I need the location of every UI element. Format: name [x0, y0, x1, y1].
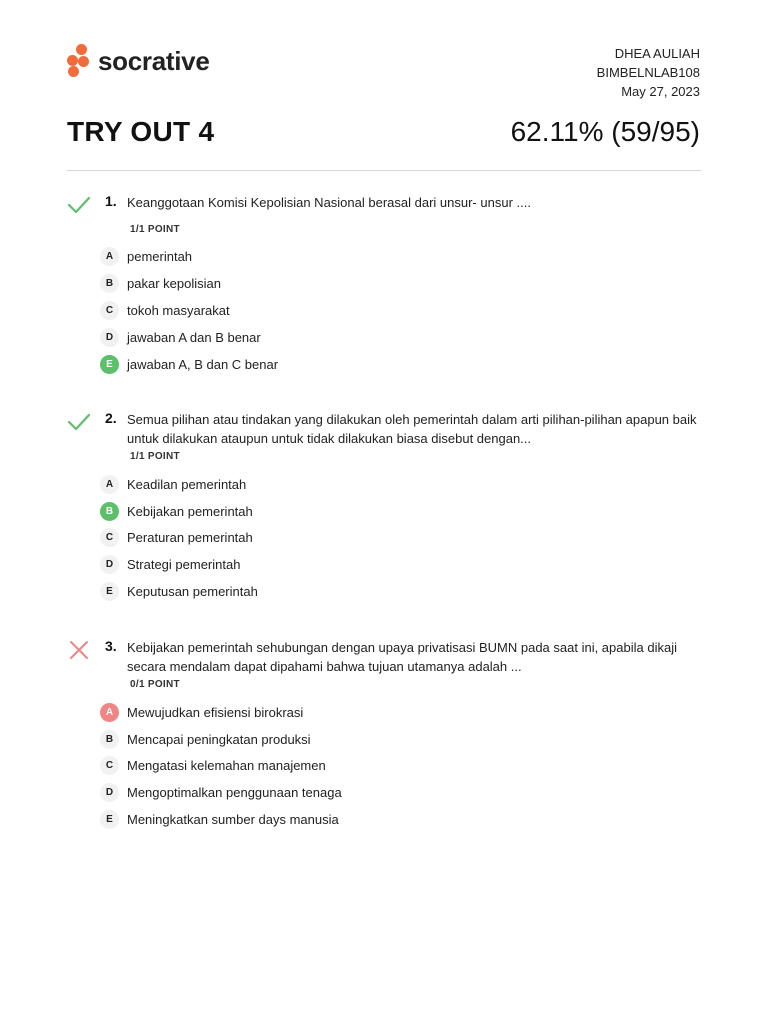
option-d — [100, 554, 240, 574]
question-points: 0/1 POINT — [130, 679, 180, 690]
question-text: Keanggotaan Komisi Kepolisian Nasional berasal dari unsur- unsur .... — [127, 195, 531, 210]
option-text: Mengatasi kelemahan manajemen — [127, 757, 326, 773]
option-text: Keadilan pemerintah — [127, 476, 247, 492]
option-letter: E — [100, 810, 119, 829]
option-letter: C — [100, 528, 119, 547]
option-b — [100, 729, 311, 749]
question-text: Semua pilihan atau tindakan yang dilakukan oleh pemerintah dalam arti pilihan-pilihan apapun baik untuk dilakukan ataupun untuk tidak dilakukan biasa disebut dengan... — [127, 412, 697, 446]
question-number: 1. — [105, 193, 117, 209]
cross-icon — [67, 638, 91, 662]
option-text: Strategi pemerintah — [127, 556, 241, 572]
option-text: Mewujudkan efisiensi birokrasi — [127, 704, 304, 720]
option-e — [100, 809, 339, 829]
socrative-logo-icon — [67, 44, 93, 78]
option-letter-wrong: A — [100, 703, 119, 722]
option-text: Keputusan pemerintah — [127, 583, 258, 599]
question-points: 1/1 POINT — [130, 451, 180, 462]
quiz-score: 62.11% (59/95) — [510, 116, 700, 147]
option-letter: A — [100, 247, 119, 266]
socrative-logo — [67, 44, 209, 78]
option-letter: C — [100, 301, 119, 320]
option-text: jawaban A dan B benar — [127, 329, 261, 345]
checkmark-icon — [67, 410, 91, 434]
option-text: Peraturan pemerintah — [127, 529, 253, 545]
checkmark-icon — [67, 193, 91, 217]
option-letter-correct: E — [100, 355, 119, 374]
option-text: Kebijakan pemerintah — [127, 503, 253, 519]
option-text: tokoh masyarakat — [127, 302, 230, 318]
option-d — [100, 327, 261, 347]
question-points: 1/1 POINT — [130, 224, 180, 235]
option-letter-correct: B — [100, 502, 119, 521]
question-number: 3. — [105, 638, 117, 654]
option-c — [100, 755, 326, 775]
question-text: Kebijakan pemerintah sehubungan dengan upaya privatisasi BUMN pada saat ini, apabila dikaji secara mendalam dapat dipahami bahwa tujuan utamanya adalah ... — [127, 640, 677, 674]
student-name: DHEA AULIAH — [614, 46, 700, 61]
option-text: pakar kepolisian — [127, 275, 221, 291]
option-letter: A — [100, 475, 119, 494]
option-text: Mencapai peningkatan produksi — [127, 731, 311, 747]
quiz-title: TRY OUT 4 — [67, 116, 215, 147]
option-letter: B — [100, 274, 119, 293]
option-letter: D — [100, 328, 119, 347]
option-e-correct — [100, 354, 278, 374]
option-letter: D — [100, 783, 119, 802]
student-info — [597, 44, 700, 101]
option-letter: E — [100, 582, 119, 601]
option-letter: B — [100, 730, 119, 749]
option-letter: D — [100, 555, 119, 574]
header-divider — [67, 170, 701, 171]
option-b-correct — [100, 501, 253, 521]
option-c — [100, 527, 253, 547]
option-text: Mengoptimalkan penggunaan tenaga — [127, 784, 342, 800]
report-date: May 27, 2023 — [621, 84, 700, 99]
option-text: Meningkatkan sumber days manusia — [127, 811, 339, 827]
option-text: jawaban A, B dan C benar — [127, 356, 279, 372]
option-a — [100, 246, 192, 266]
option-letter: C — [100, 756, 119, 775]
option-d — [100, 782, 342, 802]
option-a-wrong — [100, 702, 303, 722]
option-b — [100, 273, 221, 293]
room-name: BIMBELNLAB108 — [596, 65, 700, 80]
option-a — [100, 474, 246, 494]
option-e — [100, 581, 258, 601]
option-c — [100, 300, 230, 320]
logo-text: socrative — [98, 45, 210, 76]
option-text: pemerintah — [127, 248, 193, 264]
question-number: 2. — [105, 410, 117, 426]
